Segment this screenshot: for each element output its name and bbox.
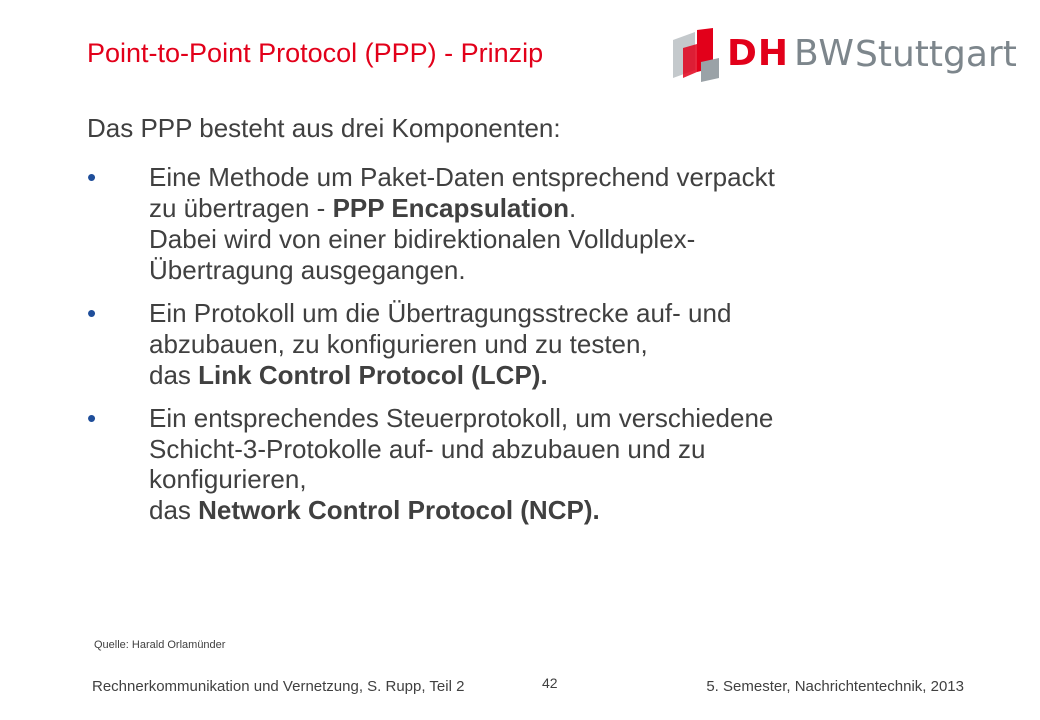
bullet-icon: • — [87, 162, 97, 192]
bullet-line — [149, 495, 987, 526]
bullet-item-lcp — [87, 298, 987, 391]
bullet-item-ncp — [87, 403, 987, 527]
dhbw-logo — [673, 28, 1017, 84]
logo-text-bw: BW — [794, 33, 856, 74]
bullet-line: abzubauen, zu konfigurieren und zu testen, — [149, 328, 648, 359]
page-number: 42 — [542, 675, 558, 691]
bullet-text: das — [149, 495, 199, 526]
bullet-line: Schicht-3-Protokolle auf- und abzubauen und zu — [149, 433, 706, 464]
bullet-emphasis: Link Control Protocol (LCP). — [198, 359, 548, 390]
bullet-item-encapsulation — [87, 162, 987, 286]
source-note: Quelle: Harald Orlamünder — [94, 639, 226, 651]
slide-title: Point-to-Point Protocol (PPP) - Prinzip — [87, 38, 544, 68]
logo-text-dh: DH — [727, 33, 790, 74]
bullet-line: Eine Methode um Paket-Daten entsprechend verpackt — [149, 162, 775, 192]
footer-course: Rechnerkommunikation und Vernetzung, S. Rupp, Teil 2 — [92, 678, 465, 695]
intro-text: Das PPP besteht aus drei Komponenten: — [87, 113, 561, 143]
bullet-line: Dabei wird von einer bidirektionalen Vollduplex- — [149, 223, 696, 254]
bullet-line: Übertragung ausgegangen. — [149, 254, 466, 285]
bullet-icon: • — [87, 297, 97, 328]
bullet-text: zu übertragen - — [149, 192, 333, 223]
bullet-line: Ein entsprechendes Steuerprotokoll, um verschiedene — [149, 402, 774, 433]
bullet-icon: • — [87, 402, 97, 433]
bullet-text: das — [149, 359, 199, 390]
bullet-emphasis: PPP Encapsulation — [332, 192, 570, 223]
bullet-line: konfigurieren, — [149, 464, 307, 495]
bullet-emphasis: Network Control Protocol (NCP). — [198, 495, 600, 526]
dhbw-logo-mark-icon — [673, 28, 721, 82]
bullet-line — [149, 360, 987, 391]
footer-semester: 5. Semester, Nachrichtentechnik, 2013 — [706, 678, 964, 695]
logo-text-city: Stuttgart — [855, 34, 1017, 75]
bullet-line — [149, 193, 987, 224]
bullet-list — [87, 162, 987, 538]
bullet-line: Ein Protokoll um die Übertragungsstrecke auf- und — [149, 297, 732, 328]
bullet-text: . — [569, 192, 577, 223]
